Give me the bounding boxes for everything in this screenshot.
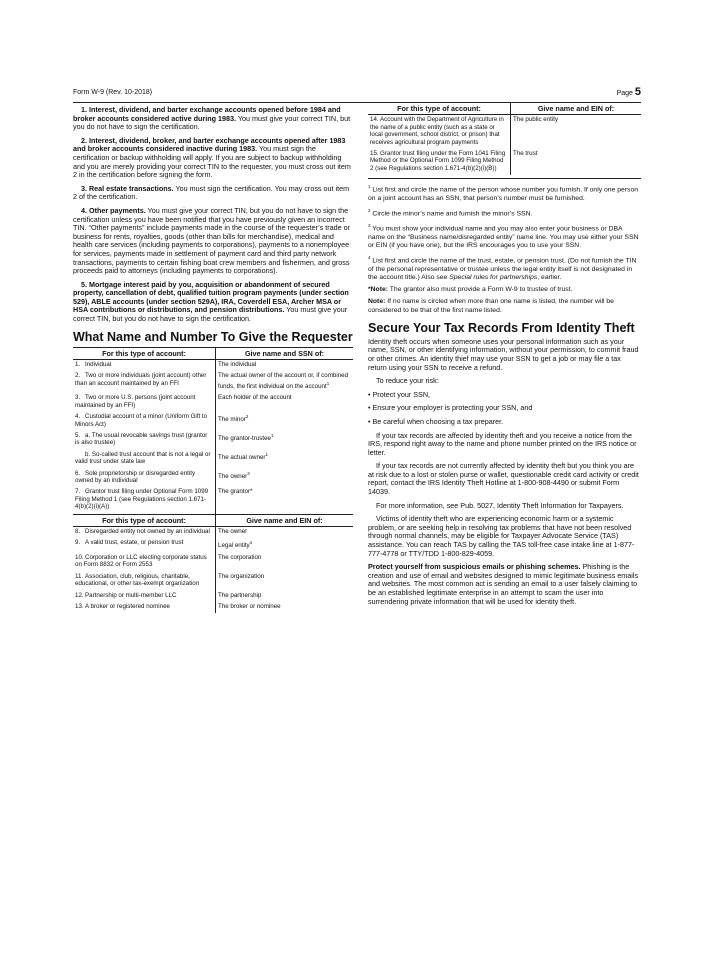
row-number: 2. [75,372,81,380]
give-name-text: The broker or nominee [218,602,281,610]
identity-theft-hotline: If your tax records are not currently affected by identity theft but you think you are at risk due to a lost or stolen purse or wallet, questionable credit card activity or credit report, contact the IRS Identity Theft Hotline at 1-800-908-4490 or submit Form 14039. [368,461,639,497]
reduce-risk-label: To reduce your risk: [376,376,439,386]
footnote-ref: 1 [326,380,330,386]
table-row [368,149,641,175]
give-name-cell [216,412,354,431]
table-row [73,469,353,488]
account-type-text: Grantor trust filing under the Form 1041 Filing Method or the Optional Form 1099 Filing Method 2 (see Regulations section 1.671-4(b)(2)(i)(B)) [370,150,506,172]
account-type-cell [368,115,511,149]
ein-table [73,514,353,614]
give-name-cell [216,450,354,469]
divider [368,178,641,179]
footnote-4-italic: Special rules for partnerships [449,273,538,281]
footnote-4-end: , earlier. [537,273,562,281]
note-circled-text: If no name is circled when more than one name is listed, the number will be considered to be that of the first name listed. [368,298,614,314]
give-name-text: The organization [218,572,265,580]
give-name-cell [216,602,354,613]
account-type-text: Association, club, religious, charitable, educational, or other tax-exempt organization [75,572,200,588]
paragraph-1-text: You must give your correct TIN, but you do not have to sign the certification. [73,113,351,132]
account-type-cell [73,538,216,552]
account-type-cell [73,553,216,572]
paragraph-2-text: You must sign the certification or backup withholding will apply. If you are subject to backup withholding and you are merely providing your correct TIN to the requester, you must cross out item 2 in the certification before signing the form. [73,144,351,180]
table-row [73,572,353,591]
footnote-2: $^2$ Circle the minor’s name and furnish the minor’s SSN. [368,207,533,218]
give-name-text: The grantor-trustee [218,435,271,443]
paragraph-4-text: You must give your correct TIN, but you do not have to sign the certification unless you have been notified that you have previously given an incorrect TIN. “Other payments” include payments made in the course of the requester’s trade or business for rents, royalties, goods (other than bills for merchandise), medical and health care services (including payments to corporations), payments to a nonemployee for services, payments made in settlement of payment card and third party network transactions, payments to certain fishing boat crew members and fishermen, and gross proceeds paid to attorneys (including payments to corporations). [73,205,350,276]
page-indicator [617,86,641,98]
phishing-paragraph [368,563,641,606]
account-type-text: Individual [85,361,112,369]
bullet-item: • Ensure your employer is protecting your SSN, and [368,404,641,413]
table-row [73,431,353,450]
give-name-text: The individual [218,361,257,369]
account-type-text: Custodial account of a minor (Uniform Gift to Minors Act) [75,413,208,428]
ein-table-continued-header-account: For this type of account: [368,103,511,115]
give-name-text: The owner [218,528,248,536]
give-name-text: The grantor* [218,488,253,496]
section-heading-identity-theft: Secure Your Tax Records From Identity Theft [368,320,635,335]
bullet-item: • Protect your SSN, [368,391,641,400]
give-name-text: The trust [513,150,538,158]
footnote-4: $^4$ List first and circle the name of the trust, estate, or pension trust. (Do not furnish the TIN of the personal representative or trustee unless the legal entity itself is not designated in the account title.) Also see Special rules for partnerships, earlier. [368,255,637,281]
table-row [73,487,353,513]
table-row [368,115,641,149]
table-row [73,553,353,572]
give-name-text: The actual owner [218,453,266,461]
account-type-cell [368,149,511,175]
identity-theft-more-info: For more information, see Pub. 5027, Identity Theft Information for Taxpayers. [376,500,624,510]
phishing-title: Protect yourself from suspicious emails or phishing schemes. [368,562,581,572]
footnote-ref: 1 [270,432,274,438]
row-number: 3. [75,394,81,402]
form-label: Form W-9 (Rev. 10-2018) [73,89,153,96]
give-name-cell [216,393,354,412]
paragraph-2-title: 2. Interest, dividend, broker, and barter exchange accounts opened after 1983 and broker accounts considered inactive during 1983. [73,135,346,154]
give-name-cell [216,431,354,450]
account-type-cell [73,602,216,613]
row-number: 5. [75,431,81,439]
give-name-text: The corporation [218,553,262,561]
note-circled-label: Note: [368,298,386,306]
ein-table-header-account: For this type of account: [73,514,216,526]
account-type-cell [73,393,216,412]
paragraph-1-title: 1. Interest, dividend, and barter exchange accounts opened before 1984 and broker accounts considered active during 1983. [73,105,341,123]
account-type-text: Corporation or LLC electing corporate status on Form 8832 or Form 2553 [75,553,207,569]
account-type-cell [73,431,216,450]
footnote-2-text: Circle the minor’s name and furnish the minor’s SSN. [370,210,533,218]
note-circled [368,298,641,314]
page-word: Page [616,90,633,97]
give-name-text: The minor [218,416,246,424]
row-number: 7. [75,488,81,496]
account-type-text: Grantor trust filing under Optional Form 1099 Filing Method 1 (see Regulations section 1.671-4(b)(2)(i)(A)) [75,488,209,511]
row-number: 4. [75,413,81,421]
table-row [73,527,353,539]
account-type-cell [73,371,216,393]
account-type-text: a. The usual revocable savings trust (grantor is also trustee) [75,431,208,447]
footnote-ref: 4 [249,540,253,546]
account-type-cell [73,487,216,513]
row-number: 9. [75,539,81,547]
account-type-text: A valid trust, estate, or pension trust [85,539,184,547]
identity-theft-notice: If your tax records are affected by identity theft and you receive a notice from the IRS, respond right away to the name and phone number printed on the IRS notice or letter. [368,430,637,457]
table-row [73,591,353,602]
identity-theft-intro: Identity theft occurs when someone uses your personal information such as your name, SSN, or other identifying information, without your permission, to commit fraud or other crimes. An identity thief may use your SSN to get a job or may file a tax return using your SSN to receive a refund. [368,336,639,372]
give-name-cell [511,115,642,149]
account-type-text: Disregarded entity not owned by an individual [85,528,210,536]
paragraph-2 [73,137,353,180]
left-column [73,106,353,613]
note-grantor-text: The grantor also must provide a Form W-9 to trustee of trust. [388,286,573,294]
account-type-cell [73,450,216,469]
paragraph-5-text: You must give your correct TIN, but you do not have to sign the certification. [73,305,348,324]
footnote-4-text: List first and circle the name of the trust, estate, or pension trust. (Do not furnish the TIN of the personal representative or trustee unless the legal entity itself is not designated in the account title.) Also see [368,257,637,281]
ssn-table-header-account: For this type of account: [73,347,216,359]
table-row [73,538,353,552]
ein-table-continued [368,102,641,175]
give-name-text: The public entity [513,116,559,124]
paragraph-4-title: 4. Other payments. [81,205,146,215]
account-type-cell [73,360,216,372]
account-type-text: A broker or registered nominee [85,602,170,610]
account-type-cell [73,469,216,488]
give-name-text: The owner [218,472,248,480]
table-row [73,360,353,372]
account-type-text: b. So-called trust account that is not a legal or valid trust under state law [75,450,211,466]
phishing-text: Phishing is the creation and use of email and websites designed to mimic legitimate business emails and websites. The most common act is sending an email to a user falsely claiming to be an established legitimate enterprise in an attempt to scam the user into surrendering private information that will be used for identity theft. [368,562,639,606]
account-type-cell [73,527,216,539]
account-type-cell [73,412,216,431]
account-type-text: Two or more U.S. persons (joint account maintained by an FFI) [75,394,196,409]
page-header [73,86,641,103]
note-grantor [368,286,641,294]
ein-table-header-give: Give name and EIN of: [216,514,354,526]
table-row [73,602,353,613]
paragraph-3-title: 3. Real estate transactions. [81,183,174,193]
footnote-1-text: List first and circle the name of the person whose number you furnish. If only one person on a joint account has an SSN, that person’s number must be furnished. [368,186,639,202]
account-type-text: Sole proprietorship or disregarded entity owned by an individual [75,469,196,484]
row-number: 11. [75,572,84,580]
bullet-item: • Be careful when choosing a tax preparer. [368,418,641,427]
give-name-cell [216,469,354,488]
page-number: 5 [634,86,641,98]
table-row [73,371,353,393]
account-type-text: Account with the Department of Agriculture in the name of a public entity (such as a state or local government, school district, or prison) that receives agricultural program payments [370,116,504,146]
row-number: 13. [75,602,84,610]
row-number: 1. [75,361,81,369]
section-heading-requester: What Name and Number To Give the Requester [73,329,353,344]
give-name-cell [216,527,354,539]
give-name-text: The actual owner of the account or, if combined funds, the first individual on the account [218,372,349,390]
row-number: 14. [370,116,379,124]
footnote-ref: 1 [265,451,268,457]
right-column [368,106,641,611]
give-name-cell [216,591,354,602]
row-number: 12. [75,591,84,599]
identity-theft-tas: Victims of identity theft who are experiencing economic harm or a systemic problem, or are seeking help in resolving tax problems that have not been resolved through normal channels, may be eligible for Taxpayer Advocate Service (TAS) assistance. You can reach TAS by calling the TAS toll-free case intake line at 1-877-777-4778 or TTY/TDD 1-800-829-4059. [368,514,635,558]
give-name-cell [216,487,354,513]
paragraph-3-text: You must sign the certification. You may cross out item 2 of the certification. [73,183,350,202]
row-number: 6. [75,469,81,477]
table-row [73,450,353,469]
give-name-text: Each holder of the account [218,394,292,402]
row-number: 10. [75,553,84,561]
ssn-table [73,347,353,514]
give-name-cell [216,538,354,552]
note-grantor-label: *Note: [368,286,389,294]
give-name-cell [216,553,354,572]
table-row [73,393,353,412]
give-name-cell [216,572,354,591]
row-number: 15. [370,150,379,158]
give-name-text: Legal entity [218,542,250,550]
account-type-cell [73,572,216,591]
account-type-text: Two or more individuals (joint account) other than an account maintained by an FFI [75,372,207,387]
ssn-table-header-give: Give name and SSN of: [216,347,354,359]
give-name-cell [216,371,354,393]
footnote-3: $^3$ You must show your individual name and you may also enter your business or DBA name on the “Business name/disregarded entity” name line. You may use either your SSN or EIN (if you have one), but the IRS encourages you to use your SSN. [368,223,639,250]
paragraph-5 [73,281,353,324]
footnote-ref: 3 [247,470,250,476]
ein-table-continued-header-give: Give name and EIN of: [511,103,642,115]
paragraph-4 [73,207,353,276]
footnote-1: $^1$ List first and circle the name of the person whose number you furnish. If only one person on a joint account has an SSN, that person’s number must be furnished. [368,184,639,202]
give-name-cell [511,149,642,175]
give-name-text: The partnership [218,591,262,599]
paragraph-5-title: 5. Mortgage interest paid by you, acquisition or abandonment of secured property, cancellation of debt, qualified tuition program payments (under section 529), ABLE accounts (under section 529A), IRA, Coverdell ESA, Archer MSA or HSA contributions or distributions, and pension distributions. [73,279,349,315]
account-type-cell [73,591,216,602]
row-number: 8. [75,528,81,536]
footnote-3-text: You must show your individual name and you may also enter your business or DBA name on the “Business name/disregarded entity” name line. You may use either your SSN or EIN (if you have one), but the IRS encourages you to use your SSN. [368,225,639,250]
give-name-cell [216,360,354,372]
paragraph-3 [73,185,353,202]
table-row [73,412,353,431]
footnote-ref: 2 [245,414,249,420]
account-type-text: Partnership or multi-member LLC [85,591,177,599]
paragraph-1 [73,106,353,132]
